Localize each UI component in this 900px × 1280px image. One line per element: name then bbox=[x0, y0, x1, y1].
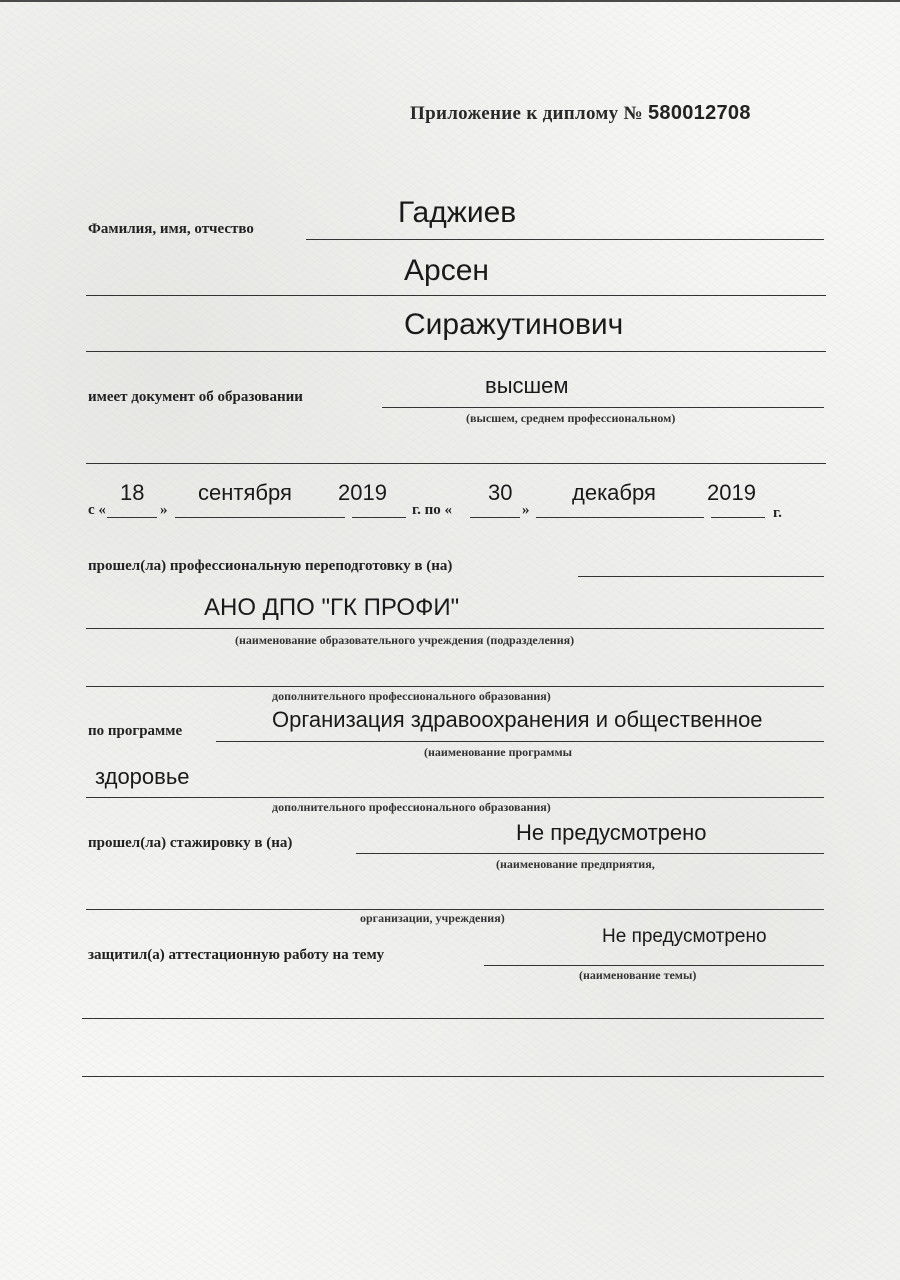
internship-underline-1 bbox=[356, 853, 824, 854]
retraining-underline-3 bbox=[86, 686, 824, 687]
retraining-value: АНО ДПО "ГК ПРОФИ" bbox=[204, 594, 460, 621]
retraining-hint-1: (наименование образовательного учреждения (подразделения) bbox=[235, 633, 575, 647]
education-label: имеет документ об образовании bbox=[88, 389, 303, 405]
start-year-value: 2019 bbox=[338, 480, 387, 505]
internship-hint-2: организации, учреждения) bbox=[360, 911, 505, 925]
retraining-hint-2: дополнительного профессионального образования) bbox=[272, 689, 551, 703]
program-value-line-2: здоровье bbox=[95, 764, 190, 789]
internship-label: прошел(ла) стажировку в (на) bbox=[88, 835, 293, 851]
fio-underline-2 bbox=[86, 295, 826, 296]
program-underline-2 bbox=[86, 797, 824, 798]
education-underline bbox=[382, 407, 824, 408]
period-to-prefix: г. по « bbox=[412, 502, 453, 518]
internship-hint-1: (наименование предприятия, bbox=[496, 857, 655, 871]
fio-underline-1 bbox=[306, 239, 824, 240]
period-from-prefix: с « bbox=[88, 502, 106, 518]
diploma-number: 580012708 bbox=[647, 102, 751, 124]
end-year-value: 2019 bbox=[707, 480, 756, 505]
end-year-underline bbox=[711, 517, 765, 518]
start-year-underline bbox=[352, 517, 406, 518]
education-hint: (высшем, среднем профессиональном) bbox=[466, 411, 676, 425]
program-value-line-1: Организация здравоохранения и общественное bbox=[272, 707, 763, 732]
attestation-value: Не предусмотрено bbox=[602, 926, 767, 947]
education-underline-2 bbox=[86, 463, 826, 464]
end-month-underline bbox=[536, 517, 704, 518]
end-day-quote-close: » bbox=[522, 502, 530, 518]
patronymic-value: Сиражутинович bbox=[404, 308, 624, 341]
diploma-appendix-page bbox=[0, 2, 900, 1280]
document-title bbox=[410, 102, 751, 125]
end-day-underline bbox=[470, 517, 520, 518]
title-prefix: Приложение к диплому № bbox=[410, 103, 643, 124]
attestation-underline-3 bbox=[82, 1076, 824, 1077]
program-underline-1 bbox=[216, 741, 824, 742]
start-month-value: сентября bbox=[198, 480, 292, 505]
fio-label: Фамилия, имя, отчество bbox=[88, 221, 254, 237]
start-month-underline bbox=[175, 517, 345, 518]
end-day-value: 30 bbox=[488, 480, 513, 505]
program-hint-2: дополнительного профессионального образования) bbox=[272, 800, 551, 814]
period-year-suffix: г. bbox=[773, 505, 782, 521]
retraining-underline-1 bbox=[578, 576, 824, 577]
attestation-underline-1 bbox=[484, 965, 824, 966]
end-month-value: декабря bbox=[572, 480, 656, 505]
program-hint-1: (наименование программы bbox=[424, 745, 573, 759]
internship-underline-2 bbox=[86, 909, 824, 910]
surname-value: Гаджиев bbox=[398, 196, 517, 229]
attestation-label: защитил(а) аттестационную работу на тему bbox=[88, 947, 385, 963]
education-value: высшем bbox=[485, 373, 569, 398]
attestation-hint: (наименование темы) bbox=[579, 968, 697, 982]
internship-value: Не предусмотрено bbox=[516, 820, 707, 845]
start-day-value: 18 bbox=[120, 480, 145, 505]
retraining-underline-2 bbox=[86, 628, 824, 629]
program-label: по программе bbox=[88, 723, 183, 739]
retraining-label: прошел(ла) профессиональную переподготовку в (на) bbox=[88, 558, 453, 574]
start-day-quote-close: » bbox=[160, 502, 168, 518]
attestation-underline-2 bbox=[82, 1018, 824, 1019]
fio-underline-3 bbox=[86, 351, 826, 352]
name-value: Арсен bbox=[404, 254, 489, 287]
start-day-underline bbox=[107, 517, 157, 518]
